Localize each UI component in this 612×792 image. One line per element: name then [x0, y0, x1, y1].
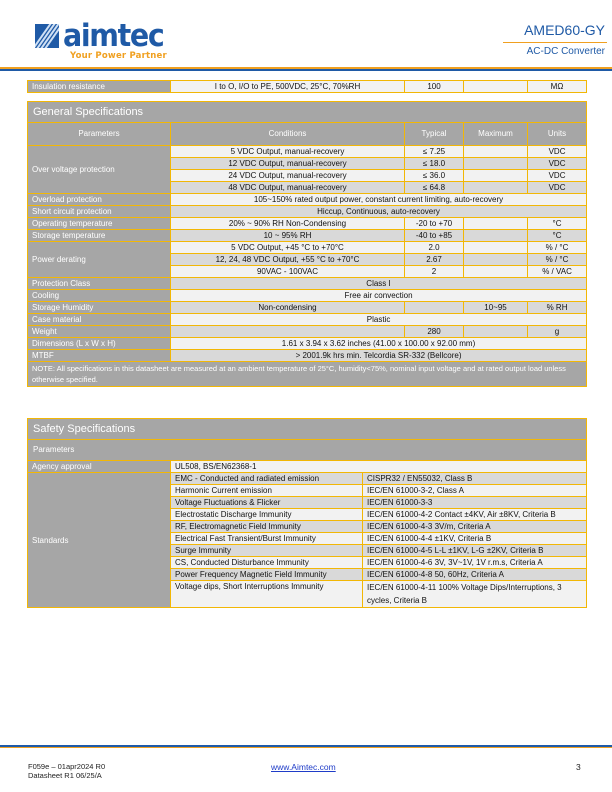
- standard-name: CS, Conducted Disturbance Immunity: [171, 557, 363, 569]
- units-cell: % / °C: [528, 254, 587, 266]
- standard-name: Harmonic Current emission: [171, 485, 363, 497]
- maximum-cell: [464, 254, 528, 266]
- conditions-cell: 20% ~ 90% RH Non-Condensing: [171, 218, 405, 230]
- param-cell: Case material: [28, 314, 171, 326]
- table-row: [28, 302, 587, 314]
- param-cell: Power derating: [28, 242, 171, 278]
- section-title: Safety Specifications: [28, 419, 587, 440]
- units-cell: % / °C: [528, 242, 587, 254]
- title-divider: [503, 42, 607, 43]
- param-cell: Storage temperature: [28, 230, 171, 242]
- standard-value: IEC/EN 61000-4-2 Contact ±4KV, Air ±8KV, Criteria B: [363, 509, 587, 521]
- column-header-row: [28, 123, 587, 146]
- standard-name: Power Frequency Magnetic Field Immunity: [171, 569, 363, 581]
- units-cell: % RH: [528, 302, 587, 314]
- footer-doc-info: [28, 762, 105, 780]
- standard-name: Surge Immunity: [171, 545, 363, 557]
- table-row: [28, 194, 587, 206]
- table-row: [28, 206, 587, 218]
- value-cell: Class I: [171, 278, 587, 290]
- param-cell: Operating temperature: [28, 218, 171, 230]
- safety-specifications-table: [27, 418, 587, 608]
- param-cell: Overload protection: [28, 194, 171, 206]
- units-cell: VDC: [528, 146, 587, 158]
- page-number: 3: [576, 762, 581, 772]
- units-cell: °C: [528, 230, 587, 242]
- param-cell: Over voltage protection: [28, 146, 171, 194]
- datasheet-revision: Datasheet R1 06/25/A: [28, 771, 102, 780]
- value-cell: Plastic: [171, 314, 587, 326]
- typical-cell: 2: [405, 266, 464, 278]
- standard-value: IEC/EN 61000-4-5 L-L ±1KV, L-G ±2KV, Criteria B: [363, 545, 587, 557]
- standard-value: CISPR32 / EN55032, Class B: [363, 473, 587, 485]
- parameters-header: Parameters: [28, 440, 587, 461]
- table-row: [28, 81, 587, 93]
- table-row: [28, 473, 587, 485]
- conditions-cell: 12 VDC Output, manual-recovery: [171, 158, 405, 170]
- param-cell: Short circuit protection: [28, 206, 171, 218]
- standard-name: Voltage dips, Short Interruptions Immunity: [171, 581, 363, 608]
- maximum-cell: 10~95: [464, 302, 528, 314]
- maximum-cell: [464, 242, 528, 254]
- table-row: [28, 326, 587, 338]
- standard-value: IEC/EN 61000-4-6 3V, 3V~1V, 1V r.m.s, Criteria A: [363, 557, 587, 569]
- units-cell: MΩ: [528, 81, 587, 93]
- maximum-cell: [464, 266, 528, 278]
- maximum-cell: [464, 158, 528, 170]
- value-cell: > 2001.9k hrs min. Telcordia SR-332 (Bellcore): [171, 350, 587, 362]
- general-specifications-table: [27, 101, 587, 387]
- param-cell: Standards: [28, 473, 171, 608]
- maximum-cell: [464, 326, 528, 338]
- maximum-cell: [464, 81, 528, 93]
- typical-cell: ≤ 64.8: [405, 182, 464, 194]
- units-cell: g: [528, 326, 587, 338]
- value-cell: Hiccup, Continuous, auto-recovery: [171, 206, 587, 218]
- doc-code: F059e – 01apr2024 R0: [28, 762, 106, 771]
- maximum-cell: [464, 218, 528, 230]
- conditions-cell: [171, 326, 405, 338]
- col-typical: Typical: [405, 123, 464, 146]
- document-title-block: [497, 22, 607, 57]
- typical-cell: -20 to +70: [405, 218, 464, 230]
- conditions-cell: 90VAC - 100VAC: [171, 266, 405, 278]
- standard-value: IEC/EN 61000-4-8 50, 60Hz, Criteria A: [363, 569, 587, 581]
- standard-name: Electrical Fast Transient/Burst Immunity: [171, 533, 363, 545]
- typical-cell: 100: [405, 81, 464, 93]
- maximum-cell: [464, 230, 528, 242]
- standard-value: IEC/EN 61000-3-3: [363, 497, 587, 509]
- value-cell: UL508, BS/EN62368-1: [171, 461, 587, 473]
- table-row: [28, 146, 587, 158]
- param-cell: Insulation resistance: [28, 81, 171, 93]
- table-row: [28, 290, 587, 302]
- typical-cell: 2.0: [405, 242, 464, 254]
- units-cell: % / VAC: [528, 266, 587, 278]
- col-conditions: Conditions: [171, 123, 405, 146]
- table-row: [28, 230, 587, 242]
- footer-rule-gold: [0, 747, 612, 748]
- standard-value: IEC/EN 61000-4-4 ±1KV, Criteria B: [363, 533, 587, 545]
- insulation-table: [27, 80, 587, 93]
- col-units: Units: [528, 123, 587, 146]
- value-cell: 105~150% rated output power, constant current limiting, auto-recovery: [171, 194, 587, 206]
- standard-value: IEC/EN 61000-3-2, Class A: [363, 485, 587, 497]
- standard-name: RF, Electromagnetic Field Immunity: [171, 521, 363, 533]
- typical-cell: ≤ 7.25: [405, 146, 464, 158]
- col-maximum: Maximum: [464, 123, 528, 146]
- section-title: General Specifications: [28, 102, 587, 123]
- units-cell: VDC: [528, 170, 587, 182]
- standard-name: Voltage Fluctuations & Flicker: [171, 497, 363, 509]
- table-row: [28, 218, 587, 230]
- conditions-cell: I to O, I/O to PE, 500VDC, 25°C, 70%RH: [171, 81, 405, 93]
- website-link[interactable]: www.Aimtec.com: [271, 762, 336, 772]
- units-cell: VDC: [528, 182, 587, 194]
- conditions-cell: 10 ~ 95% RH: [171, 230, 405, 242]
- conditions-cell: 24 VDC Output, manual-recovery: [171, 170, 405, 182]
- param-cell: Storage Humidity: [28, 302, 171, 314]
- param-cell: MTBF: [28, 350, 171, 362]
- typical-cell: -40 to +85: [405, 230, 464, 242]
- typical-cell: ≤ 18.0: [405, 158, 464, 170]
- table-row: [28, 338, 587, 350]
- typical-cell: 2.67: [405, 254, 464, 266]
- table-row: [28, 242, 587, 254]
- table-row: [28, 461, 587, 473]
- conditions-cell: 5 VDC Output, +45 °C to +70°C: [171, 242, 405, 254]
- value-cell: Free air convection: [171, 290, 587, 302]
- param-cell: Dimensions (L x W x H): [28, 338, 171, 350]
- maximum-cell: [464, 182, 528, 194]
- maximum-cell: [464, 146, 528, 158]
- param-cell: Agency approval: [28, 461, 171, 473]
- standard-name: Electrostatic Discharge Immunity: [171, 509, 363, 521]
- typical-cell: 280: [405, 326, 464, 338]
- logo-tagline: Your Power Partner: [70, 51, 167, 61]
- product-model: AMED60-GY: [524, 22, 605, 38]
- typical-cell: ≤ 36.0: [405, 170, 464, 182]
- product-subtitle: AC-DC Converter: [526, 46, 605, 57]
- conditions-cell: 48 VDC Output, manual-recovery: [171, 182, 405, 194]
- standard-value: IEC/EN 61000-4-11 100% Voltage Dips/Interruptions, 3 cycles, Criteria B: [363, 581, 587, 608]
- logo-mark-icon: [35, 24, 59, 48]
- standard-name: EMC - Conducted and radiated emission: [171, 473, 363, 485]
- value-cell: 1.61 x 3.94 x 3.62 inches (41.00 x 100.00 x 92.00 mm): [171, 338, 587, 350]
- conditions-cell: 12, 24, 48 VDC Output, +55 °C to +70°C: [171, 254, 405, 266]
- typical-cell: [405, 302, 464, 314]
- logo-wordmark: aimtec: [63, 18, 164, 54]
- param-cell: Weight: [28, 326, 171, 338]
- units-cell: VDC: [528, 158, 587, 170]
- col-parameters: Parameters: [28, 123, 171, 146]
- table-row: [28, 350, 587, 362]
- note-row: [28, 362, 587, 387]
- conditions-cell: Non-condensing: [171, 302, 405, 314]
- table-row: [28, 314, 587, 326]
- table-row: [28, 278, 587, 290]
- company-logo: [33, 18, 167, 62]
- specification-note: NOTE: All specifications in this datasheet are measured at an ambient temperature of 25°C, humidity<75%, nominal input voltage and at rated output load unless otherwise specified.: [28, 362, 587, 387]
- param-cell: Cooling: [28, 290, 171, 302]
- header-rule-blue: [0, 69, 612, 71]
- conditions-cell: 5 VDC Output, manual-recovery: [171, 146, 405, 158]
- param-cell: Protection Class: [28, 278, 171, 290]
- standard-value: IEC/EN 61000-4-3 3V/m, Criteria A: [363, 521, 587, 533]
- maximum-cell: [464, 170, 528, 182]
- units-cell: °C: [528, 218, 587, 230]
